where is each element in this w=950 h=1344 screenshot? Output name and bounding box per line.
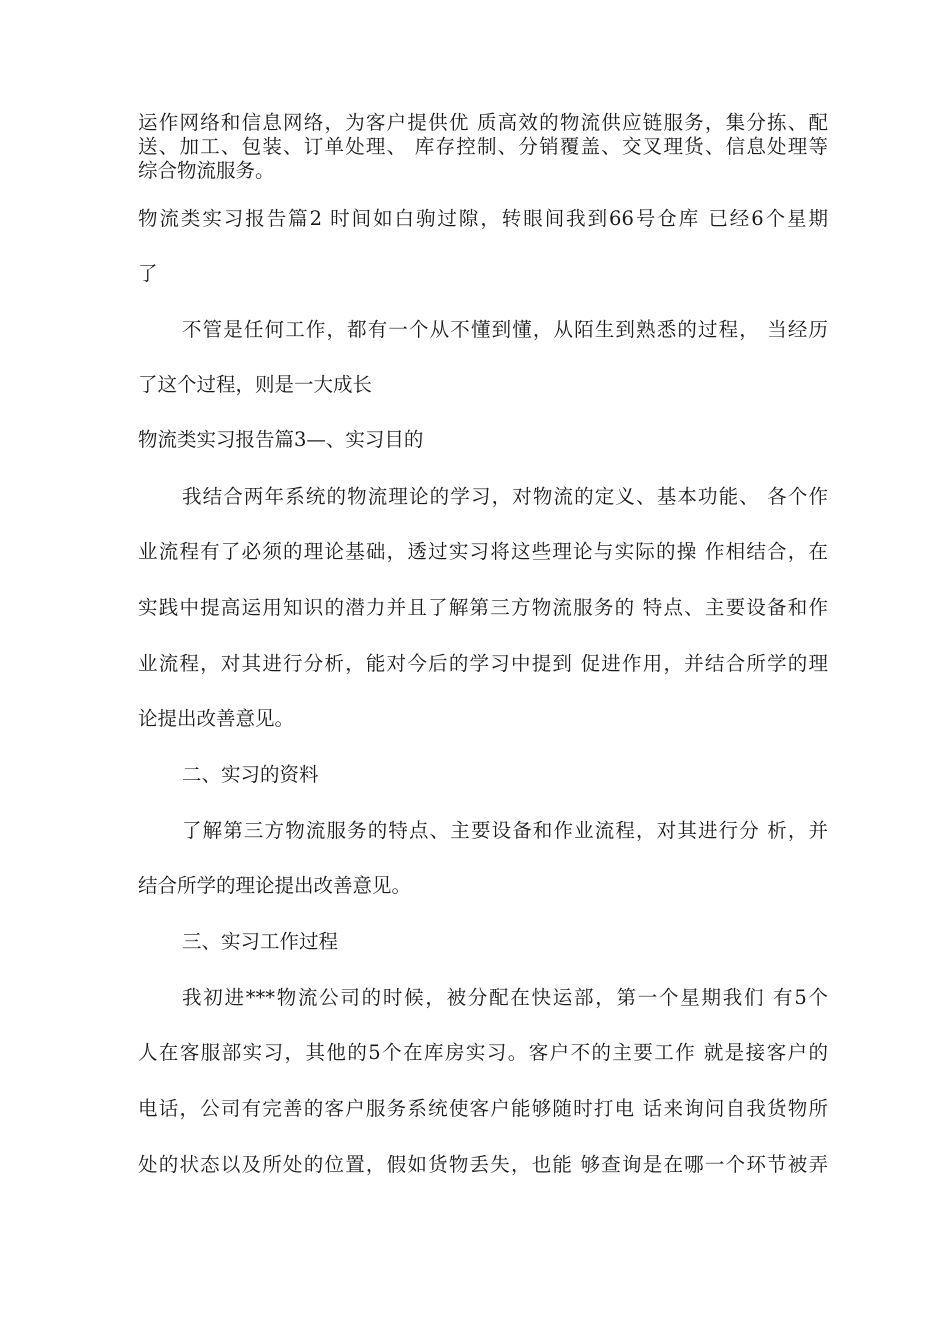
subheading-work-process: 三、实习工作过程 — [182, 930, 339, 953]
paragraph-line-13: 论提出改善意见。 — [138, 707, 295, 730]
section-heading-2: 物流类实习报告篇2 时间如白驹过隙，转眼间我到66号仓库 已经6个星期 — [138, 207, 828, 230]
text-line-3: 综合物流服务。 — [138, 159, 275, 182]
paragraph-line-6: 不管是任何工作，都有一个从不懂到懂，从陌生到熟悉的过程， 当经历 — [182, 318, 828, 341]
section-heading-3: 物流类实习报告篇3—、实习目的 — [138, 428, 424, 451]
text-line-5: 了 — [138, 262, 158, 285]
paragraph-line-7: 了这个过程，则是一大成长 — [138, 373, 373, 396]
paragraph-line-15: 了解第三方物流服务的特点、主要设备和作业流程，对其进行分 析，并 — [182, 819, 828, 842]
paragraph-line-9: 我结合两年系统的物流理论的学习，对物流的定义、基本功能、 各个作 — [182, 485, 828, 508]
paragraph-line-11: 实践中提高运用知识的潜力并且了解第三方物流服务的 特点、主要设备和作 — [138, 596, 828, 619]
paragraph-line-16: 结合所学的理论提出改善意见。 — [138, 874, 412, 897]
paragraph-line-10: 业流程有了必须的理论基础，透过实习将这些理论与实际的操 作相结合，在 — [138, 540, 828, 563]
paragraph-line-12: 业流程，对其进行分析，能对今后的学习中提到 促进作用，并结合所学的理 — [138, 652, 828, 675]
paragraph-line-18: 我初进***物流公司的时候，被分配在快运部，第一个星期我们 有5个 — [182, 986, 828, 1009]
text-line-1: 运作网络和信息网络，为客户提供优 质高效的物流供应链服务，集分拣、配 — [138, 111, 828, 134]
paragraph-line-19: 人在客服部实习，其他的5个在库房实习。客户不的主要工作 就是接客户的 — [138, 1041, 828, 1064]
text-line-2: 送、加工、包装、订单处理、 库存控制、分销覆盖、交叉理货、信息处理等 — [138, 135, 828, 158]
subheading-materials: 二、实习的资料 — [182, 763, 319, 786]
paragraph-line-20: 电话，公司有完善的客户服务系统使客户能够随时打电 话来询问自我货物所 — [138, 1097, 828, 1120]
paragraph-line-21: 处的状态以及所处的位置，假如货物丢失，也能 够查询是在哪一个环节被弄 — [138, 1153, 828, 1176]
